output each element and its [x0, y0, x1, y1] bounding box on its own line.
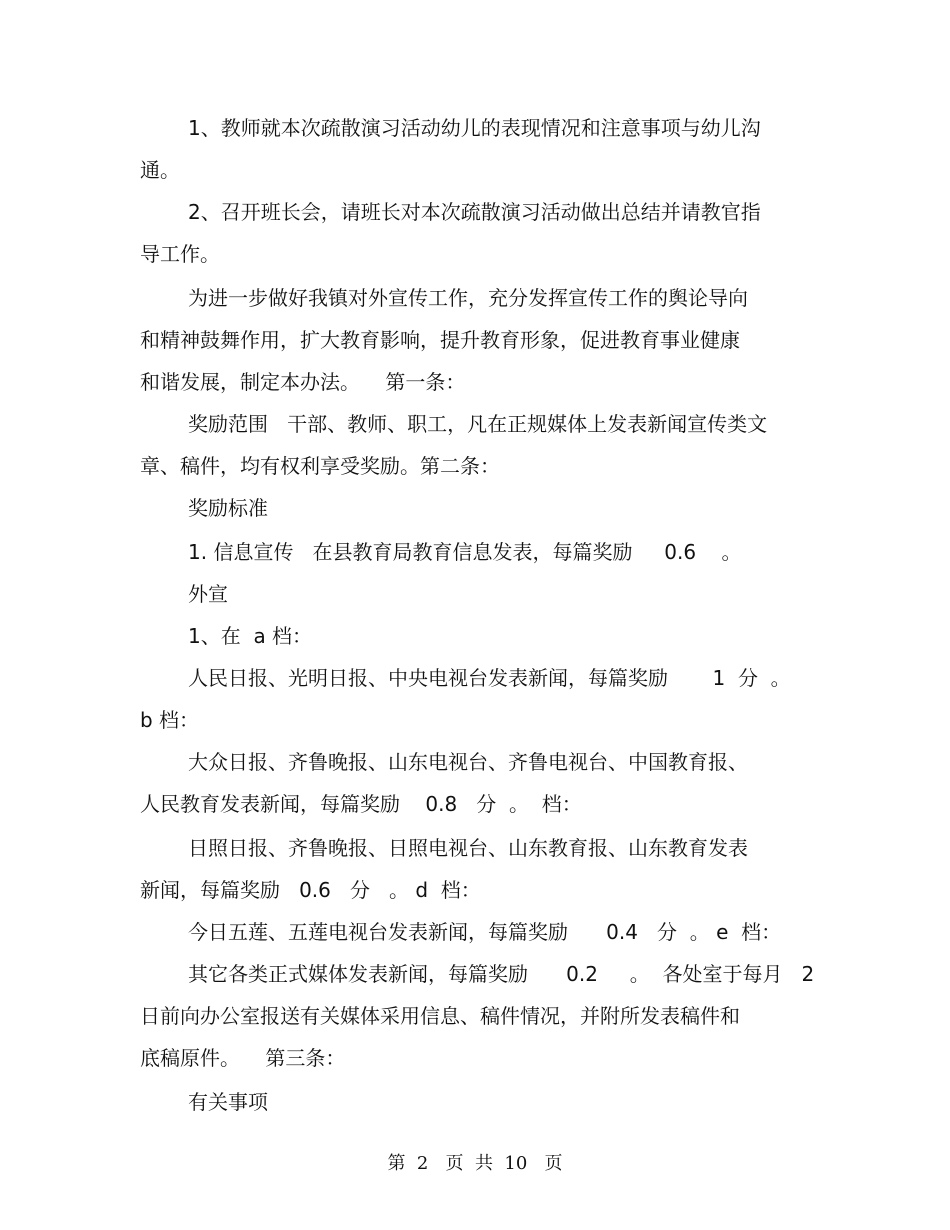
text-line: 底稿原件。 第三条：	[140, 1046, 346, 1070]
text-line: 1、教师就本次疏散演习活动幼儿的表现情况和注意事项与幼儿沟	[188, 116, 761, 140]
text-line: 奖励标准	[188, 496, 268, 520]
text-line: 人民日报、光明日报、中央电视台发表新闻，每篇奖励 1 分 。	[188, 666, 791, 690]
text-line: 日前向办公室报送有关媒体采用信息、稿件情况，并附所发表稿件和	[140, 1004, 740, 1028]
text-line: 1、在 a 档：	[188, 624, 313, 648]
text-line: 有关事项	[188, 1090, 268, 1114]
text-line: 通。	[140, 158, 180, 182]
text-line: b 档：	[140, 708, 200, 732]
text-line: 日照日报、齐鲁晚报、日照电视台、山东教育报、山东教育发表	[188, 836, 748, 860]
text-line: 章、稿件，均有权利享受奖励。第二条：	[140, 454, 500, 478]
text-line: 新闻，每篇奖励 0.6 分 。 d 档：	[140, 878, 481, 902]
text-line: 外宣	[188, 582, 228, 606]
text-line: 和精神鼓舞作用，扩大教育影响，提升教育形象，促进教育事业健康	[140, 328, 740, 352]
text-line: 奖励范围 干部、教师、职工，凡在正规媒体上发表新闻宣传类文	[188, 412, 768, 436]
page-number-footer: 第 2 页 共 10 页	[387, 1153, 563, 1174]
text-line: 今日五莲、五莲电视台发表新闻，每篇奖励 0.4 分 。 e 档：	[188, 920, 782, 944]
text-line: 2、召开班长会，请班长对本次疏散演习活动做出总结并请教官指	[188, 200, 761, 224]
text-line: 其它各类正式媒体发表新闻，每篇奖励 0.2 。 各处室于每月 2	[188, 962, 815, 986]
text-line: 人民教育发表新闻，每篇奖励 0.8 分 。 档：	[140, 792, 582, 816]
text-line: 大众日报、齐鲁晚报、山东电视台、齐鲁电视台、中国教育报、	[188, 750, 748, 774]
text-line: 1. 信息宣传 在县教育局教育信息发表，每篇奖励 0.6 。	[188, 540, 742, 564]
text-line: 为进一步做好我镇对外宣传工作，充分发挥宣传工作的舆论导向	[188, 286, 748, 310]
text-line: 导工作。	[140, 242, 220, 266]
text-line: 和谐发展，制定本办法。 第一条：	[140, 370, 466, 394]
